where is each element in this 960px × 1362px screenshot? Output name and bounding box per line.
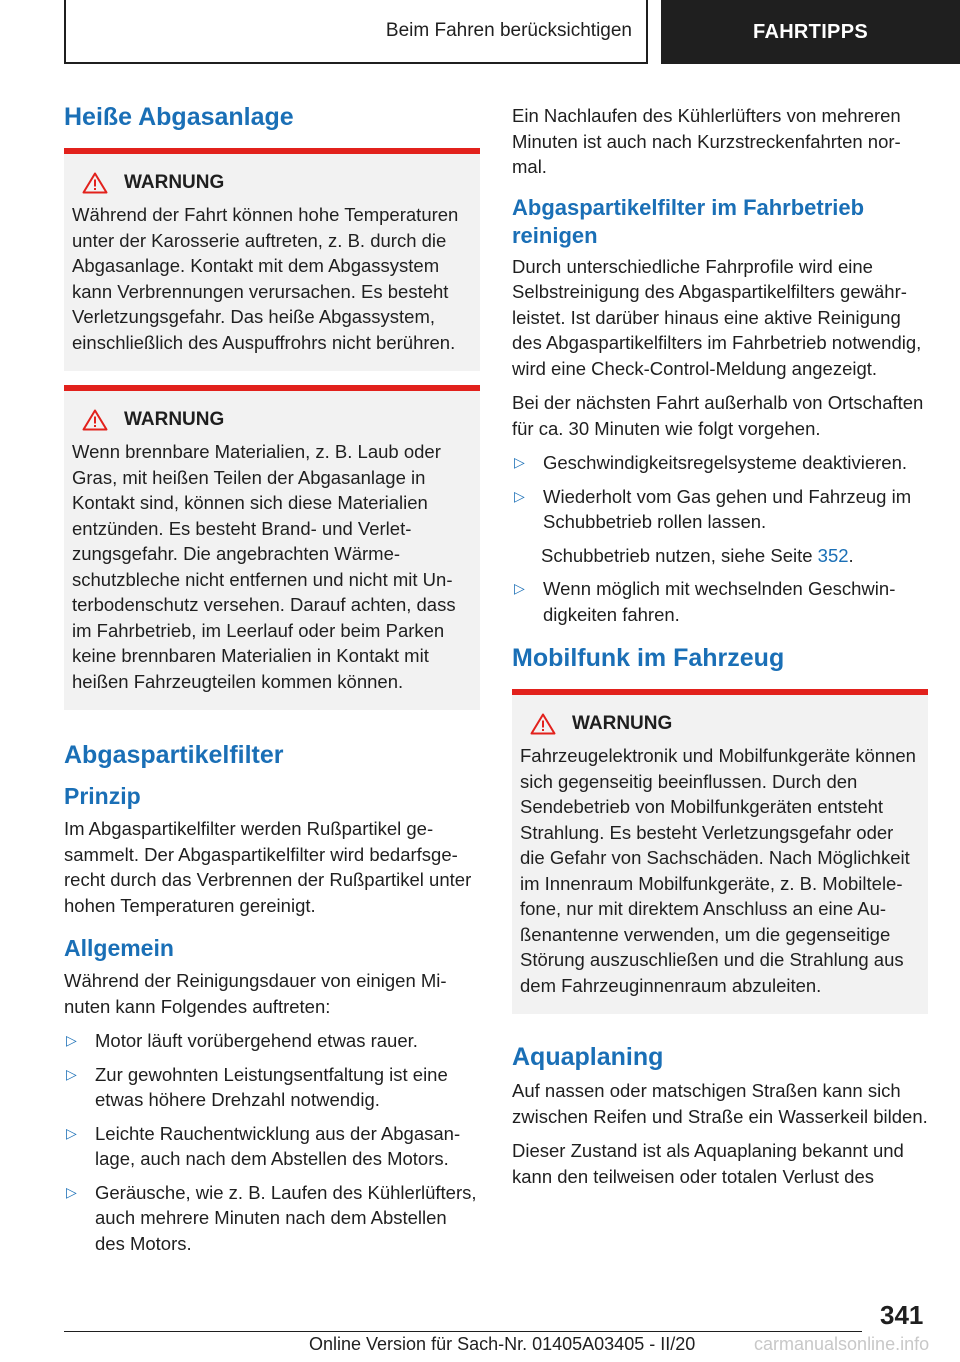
header-chapter-tab: [661, 0, 960, 64]
warning-text-3: Fahrzeugelektronik und Mobilfunkgeräte können sich gegenseitig beeinflussen. Durch den Sendebetrieb von Mobilfunkgeräten entsteht Strahlung. Es besteht Verletzungsgefahr oder die Gefahr von Sachschäden. Nach Möglichkeit im Innenraum Mobilfunkgeräte, z. B. Mobiltelefone, nur mit direktem Anschluss an eine Außenantenne verwenden, um die gegenseitige Störung auszuschließen und die Strahlung aus dem Fahrzeuginnenraum abzuleiten.: [520, 745, 916, 996]
coasting-reference: Schubbetrieb nutzen, siehe Seite 352.: [541, 544, 854, 566]
heading-aquaplaning: Aquaplaning: [512, 1043, 664, 1071]
warning-triangle-icon: [82, 409, 108, 431]
list-item: ▷ Motor läuft vorübergehend etwas rauer.: [64, 1028, 480, 1054]
principle-text: Im Abgaspartikelfilter werden Rußpartikel gesammelt. Der Abgaspartikelfilter wird bedarfsgerecht durch das Verbrennen der Rußpartikel unter hohen Temperaturen gereinigt.: [64, 818, 472, 916]
heading-principle: Prinzip: [64, 783, 141, 809]
clean-list-continued: [512, 576, 928, 627]
watermark: carmanualsonline.info: [754, 1334, 930, 1354]
triangle-bullet-icon: ▷: [514, 487, 525, 504]
warning-title-2: WARNUNG: [124, 409, 225, 430]
warning-triangle-icon: [530, 713, 556, 735]
list-item: ▷ Zur gewohnten Leistungsentfaltung ist eine etwas höhere Drehzahl notwendig.: [64, 1062, 480, 1113]
clean-list: [512, 450, 928, 535]
page-link-352[interactable]: 352: [817, 544, 849, 566]
warning-title-1: WARNUNG: [124, 172, 225, 193]
intro-text: Ein Nachlaufen des Kühlerlüfters von mehreren Minuten ist auch nach Kurzstreckenfahrten normal.: [512, 105, 901, 177]
warning-triangle-icon: [82, 172, 108, 194]
aquaplaning-text-1: Auf nassen oder matschigen Straßen kann sich zwischen Reifen und Straße ein Wasserkeil bilden.: [512, 1080, 928, 1127]
warning-box-2: [64, 385, 480, 710]
heading-general: Allgemein: [64, 935, 174, 961]
heading-mobile: Mobilfunk im Fahrzeug: [512, 644, 785, 672]
triangle-bullet-icon: ▷: [66, 1032, 77, 1048]
general-list: [64, 1028, 480, 1256]
triangle-bullet-icon: ▷: [66, 1065, 77, 1082]
list-item: ▷ Geschwindigkeitsregelsysteme deaktivieren.: [512, 450, 928, 476]
heading-clean-filter: Abgaspartikelfilter im Fahrbetrieb reinigen: [512, 194, 865, 248]
right-column: [512, 103, 928, 1198]
triangle-bullet-icon: ▷: [514, 454, 525, 470]
warning-box-3: [512, 689, 928, 1014]
footer-divider: [64, 1331, 862, 1332]
warning-title-3: WARNUNG: [572, 713, 673, 734]
aquaplaning-text-2: Dieser Zustand ist als Aquaplaning bekannt und kann den teilweisen oder totalen Verlust des: [512, 1140, 904, 1187]
warning-text-2: Wenn brennbare Materialien, z. B. Laub oder Gras, mit heißen Teilen der Abgasanlage in Kontakt sind, können sich diese Materialien entzünden. Es besteht Brand- und Verletzungsgefahr. Die angebrachten Wärmeschutzbleche nicht entfernen und nicht mit Unterbodenschutz versehen. Darauf achten, dass im Fahrbetrieb, im Leerlauf oder beim Parken keine brennbaren Materialien in Kontakt mit heißen Fahrzeugteilen kommen können.: [72, 441, 456, 692]
triangle-bullet-icon: ▷: [514, 580, 525, 596]
triangle-bullet-icon: ▷: [66, 1183, 77, 1200]
list-item: ▷ Geräusche, wie z. B. Laufen des Kühlerlüfters, auch mehrere Minuten nach dem Abstellen des Motors.: [64, 1180, 480, 1257]
header-section-title: Beim Fahren berücksichtigen: [385, 20, 632, 41]
clean-text-1: Durch unterschiedliche Fahrprofile wird eine Selbstreinigung des Abgaspartikelfilters gewährleistet. Ist darüber hinaus eine aktive Reinigung des Abgaspartikelfilters im Fahrbetrieb notwendig, wird eine Check-Control-Meldung angezeigt.: [512, 255, 922, 379]
clean-text-2: Bei der nächsten Fahrt außerhalb von Ortschaften für ca. 30 Minuten wie folgt vorgehen.: [512, 392, 924, 439]
list-item: ▷ Wiederholt vom Gas gehen und Fahrzeug im Schubbetrieb rollen lassen.: [512, 484, 928, 535]
header-section-box: [64, 0, 648, 64]
list-item: ▷ Leichte Rauchentwicklung aus der Abgasanlage, auch nach dem Abstellen des Motors.: [64, 1121, 480, 1172]
heading-hot-exhaust: Heiße Abgasanlage: [64, 103, 294, 131]
page-number: 341: [880, 1300, 924, 1330]
footer-text: Online Version für Sach-Nr. 01405A03405 - II/20: [309, 1334, 696, 1354]
left-column: [64, 100, 480, 1264]
triangle-bullet-icon: ▷: [66, 1124, 77, 1141]
heading-particle-filter: Abgaspartikelfilter: [64, 741, 284, 769]
general-text: Während der Reinigungsdauer von einigen Minuten kann Folgendes auftreten:: [64, 970, 447, 1017]
warning-box-1: [64, 148, 480, 371]
header-chapter-label: FAHRTIPPS: [753, 20, 868, 43]
list-item: ▷ Wenn möglich mit wechselnden Geschwindigkeiten fahren.: [512, 576, 928, 627]
warning-text-1: Während der Fahrt können hohe Temperaturen unter der Karosserie auftreten, z. B. durch die Abgasanlage. Kontakt mit dem Abgassystem kann Verbrennungen verursachen. Es besteht Verletzungsgefahr. Das heiße Abgassystem, einschließlich des Auspuffrohrs nicht berühren.: [72, 204, 459, 353]
